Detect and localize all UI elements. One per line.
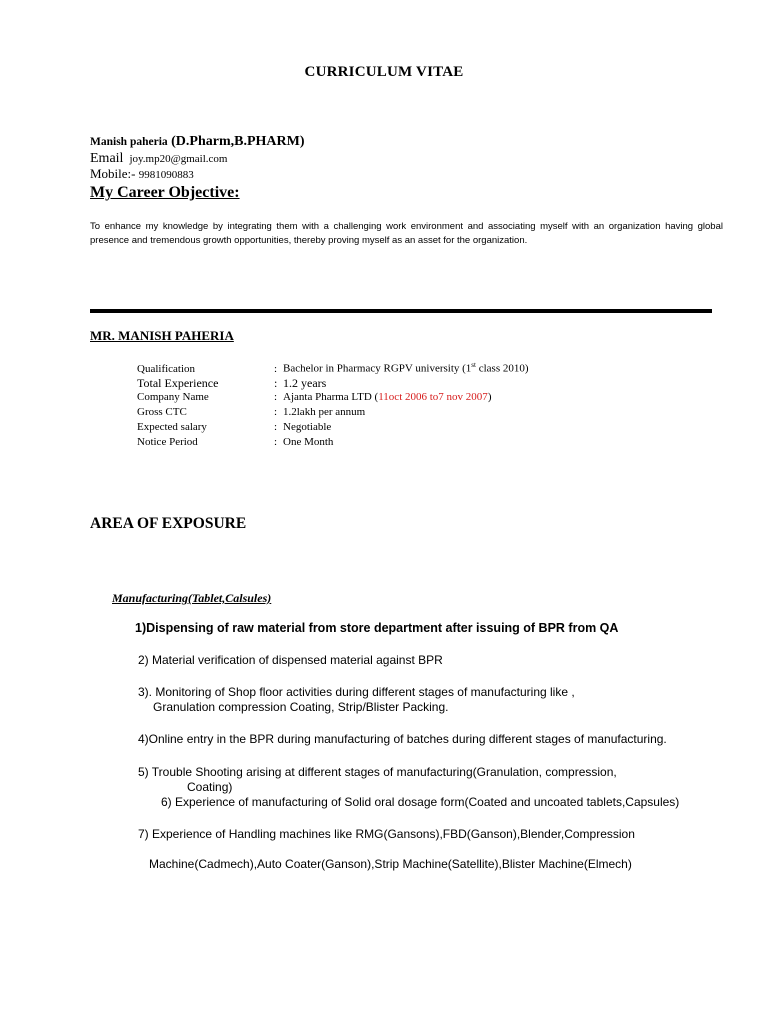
profile-value-tail: class 2010) <box>475 362 529 375</box>
exposure-point-3-continued: Granulation compression Coating, Strip/Blister Packing. <box>153 700 449 714</box>
document-title: CURRICULUM VITAE <box>304 64 464 80</box>
profile-separator: : <box>274 436 278 448</box>
exposure-point-3: 3). Monitoring of Shop floor activities during different stages of manufacturing like , <box>138 685 575 699</box>
profile-separator: : <box>274 376 278 390</box>
mobile-label: Mobile:- <box>90 166 136 181</box>
profile-row-company <box>137 391 491 403</box>
exposure-point-4: 4)Online entry in the BPR during manufacturing of batches during different stages of manufacturing. <box>138 732 667 746</box>
email-line <box>90 151 227 167</box>
profile-separator: : <box>274 391 278 403</box>
profile-value: 1.2lakh per annum <box>283 406 366 418</box>
profile-key: Gross CTC <box>137 406 187 418</box>
profile-value-tail: ) <box>487 391 492 403</box>
exposure-point-7: 7) Experience of Handling machines like RMG(Gansons),FBD(Ganson),Blender,Compression <box>138 827 635 841</box>
exposure-point-5: 5) Trouble Shooting arising at different stages of manufacturing(Granulation, compression, <box>138 765 617 779</box>
profile-key: Qualification <box>137 362 196 375</box>
subsection-heading: Manufacturing(Tablet,Calsules) <box>112 591 272 605</box>
profile-row-notice-period <box>137 436 333 448</box>
profile-value: One Month <box>283 436 334 448</box>
profile-separator: : <box>274 406 278 418</box>
exposure-point-7-continued: Machine(Cadmech),Auto Coater(Ganson),Strip Machine(Satellite),Blister Machine(Elmech) <box>149 857 632 871</box>
mobile-line <box>90 166 194 182</box>
candidate-name: Manish paheria <box>90 136 168 148</box>
profile-key: Company Name <box>137 391 209 403</box>
objective-paragraph: To enhance my knowledge by integrating them with a challenging work environment and associating myself with an organization having global presence and tremendous growth opportunities, thereby proving myself as an asset for the organization. <box>90 221 723 246</box>
profile-value: Bachelor in Pharmacy RGPV university (1 <box>283 362 472 375</box>
candidate-name-line <box>90 134 305 150</box>
profile-value: Ajanta Pharma LTD ( <box>283 391 379 403</box>
exposure-heading: AREA OF EXPOSURE <box>90 515 247 532</box>
profile-heading: MR. MANISH PAHERIA <box>90 328 234 343</box>
exposure-point-2: 2) Material verification of dispensed material against BPR <box>138 653 443 667</box>
objective-heading: My Career Objective: <box>90 184 240 201</box>
profile-row-qualification <box>137 361 529 375</box>
profile-value-superscript: st <box>471 361 476 369</box>
profile-separator: : <box>274 421 278 433</box>
profile-row-experience <box>137 376 326 391</box>
profile-separator: : <box>274 362 278 375</box>
exposure-point-1: 1)Dispensing of raw material from store department after issuing of BPR from QA <box>135 621 619 635</box>
employment-dates: 11oct 2006 to7 nov 2007 <box>378 391 488 403</box>
profile-key: Total Experience <box>137 376 219 390</box>
profile-row-gross-ctc <box>137 406 365 418</box>
profile-row-expected-salary <box>137 421 331 433</box>
email-value: joy.mp20@gmail.com <box>129 153 228 165</box>
profile-key: Notice Period <box>137 436 198 448</box>
mobile-value: 9981090883 <box>138 169 194 181</box>
section-divider <box>90 309 712 313</box>
profile-value: Negotiable <box>283 421 332 433</box>
email-label: Email <box>90 151 124 166</box>
profile-value: 1.2 years <box>283 376 327 390</box>
exposure-point-5-continued: Coating) <box>187 780 233 794</box>
exposure-point-6: 6) Experience of manufacturing of Solid oral dosage form(Coated and uncoated tablets,Capsules) <box>161 795 680 809</box>
profile-key: Expected salary <box>137 421 207 433</box>
candidate-degrees: (D.Pharm,B.PHARM) <box>171 134 305 149</box>
